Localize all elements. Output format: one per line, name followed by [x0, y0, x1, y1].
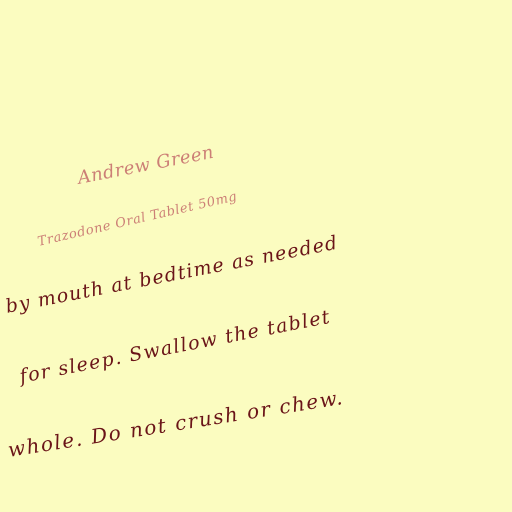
patient-name: Andrew Green: [75, 141, 216, 189]
instruction-line-3: whole. Do not crush or chew.: [6, 385, 346, 462]
instruction-line-1: by mouth at bedtime as needed: [3, 231, 341, 318]
instruction-line-2: for sleep. Swallow the tablet: [17, 305, 333, 388]
medication-line: Trazodone Oral Tablet 50mg: [36, 189, 239, 250]
